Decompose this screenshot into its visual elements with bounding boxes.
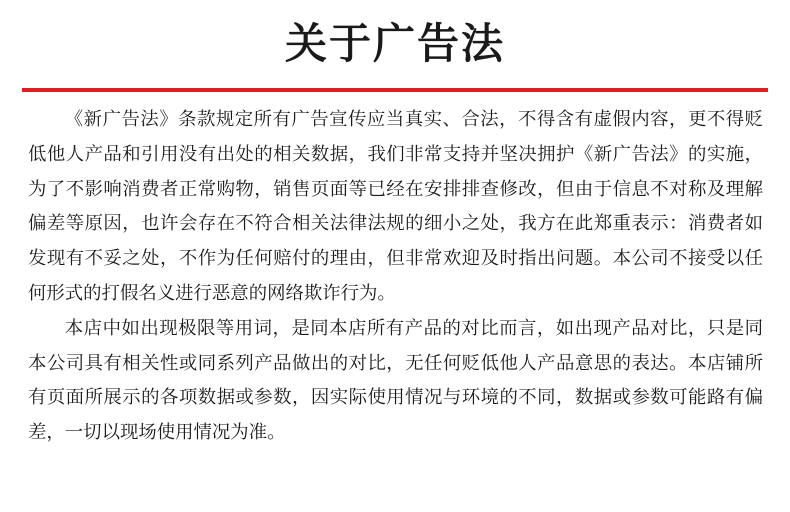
notice-title: 关于广告法 (284, 19, 505, 68)
paragraph-extreme-terms-statement: 本店中如出现极限等用词，是同本店所有产品的对比而言，如出现产品对比，只是同本公司具有相关性或同系列产品做出的对比，无任何贬低他人产品意思的表达。本店铺所有页面所展示的各项数据或参数，因实际使用情况与环境的不同，数据或参数可能路有偏差，一切以现场使用情况为准。 (28, 317, 763, 444)
paragraph-ad-law-statement: 《新广告法》条款规定所有广告宣传应当真实、合法，不得含有虚假内容，更不得贬低他人产品和引用没有出处的相关数据，我们非常支持并坚决拥护《新广告法》的实施，为了不影响消费者正常购物，销售页面等已经在安排排查修改，但由于信息不对称及理解偏差等原因，也许会存在不符合相关法律法规的细小之处，我方在此郑重表示：消费者如发现有不妥之处，不作为任何赔付的理由，但非常欢迎及时指出问题。本公司不接受以任何形式的打假名义进行恶意的网络欺诈行为。 (28, 109, 763, 304)
title-divider (22, 88, 768, 92)
notice-body (28, 103, 763, 451)
